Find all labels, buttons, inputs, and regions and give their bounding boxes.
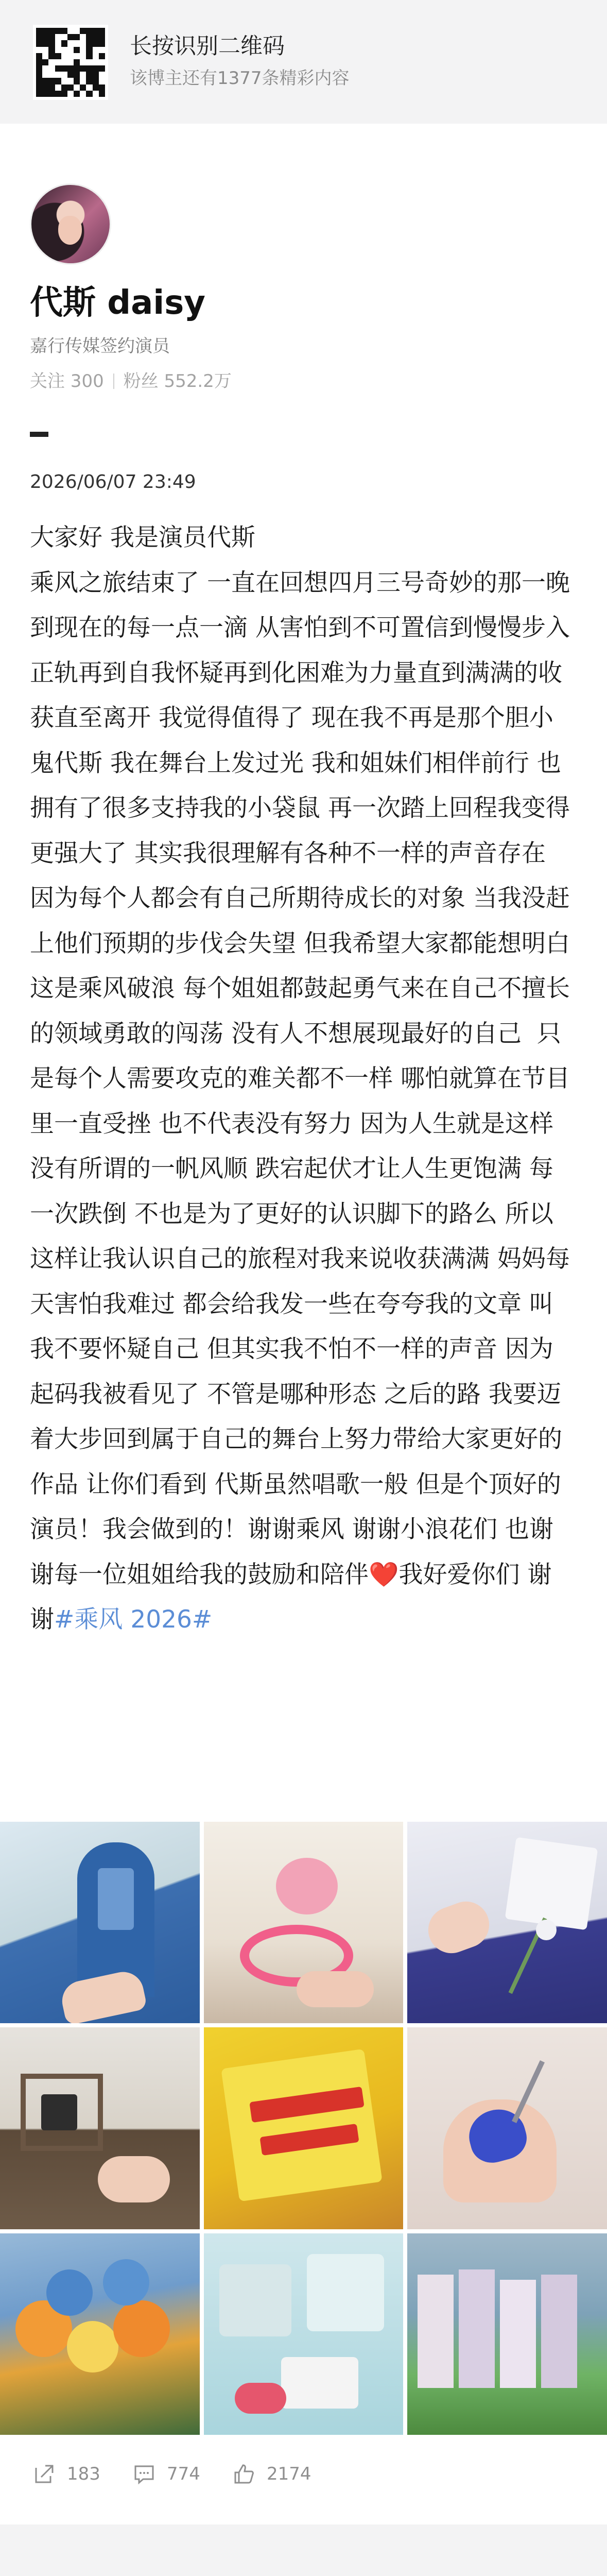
photo-8[interactable]	[204, 2233, 404, 2435]
qr-module	[93, 34, 99, 40]
qr-module	[99, 84, 105, 91]
comment-button[interactable]	[133, 2463, 200, 2485]
post-timestamp: 2026/06/07 23:49	[30, 471, 196, 493]
top-banner-title: 长按识别二维码	[130, 33, 285, 59]
qr-module	[74, 59, 80, 65]
qr-module	[55, 34, 61, 40]
qr-module	[74, 34, 80, 40]
qr-module	[36, 53, 42, 59]
qr-module	[74, 91, 80, 97]
qr-module	[80, 47, 86, 53]
qr-module	[74, 65, 80, 72]
qr-module	[67, 53, 74, 59]
share-icon	[33, 2463, 56, 2485]
qr-module	[80, 34, 86, 40]
section-divider	[30, 432, 48, 437]
qr-module	[67, 91, 74, 97]
share-count: 183	[67, 2464, 100, 2484]
qr-module	[36, 28, 42, 34]
qr-module	[55, 72, 61, 78]
qr-module	[74, 72, 80, 78]
qr-module	[42, 91, 48, 97]
qr-module	[74, 84, 80, 91]
qr-module	[42, 78, 48, 84]
stats-divider	[113, 374, 114, 389]
qr-module	[67, 65, 74, 72]
qr-module	[36, 65, 42, 72]
qr-module	[80, 53, 86, 59]
photo-grid	[0, 1822, 607, 2435]
qr-module	[67, 59, 74, 65]
qr-module	[55, 65, 61, 72]
qr-module	[93, 65, 99, 72]
qr-module	[61, 53, 67, 59]
user-description: 嘉行传媒签约演员	[30, 336, 170, 357]
qr-module	[80, 40, 86, 46]
qr-module	[61, 91, 67, 97]
post-text-main: 大家好 我是演员代斯 乘风之旅结束了 一直在回想四月三号奇妙的那一晚到现在的每一点一滴 从害怕到不可置信到慢慢步入正轨再到自我怀疑再到化困难为力量直到满满的收获直至离开 我觉得值得了 现在我不再是那个胆小鬼代斯 我在舞台上发过光 我和姐妹们相伴前行 也拥有了很多支持我的小袋鼠 再一次踏上回程我变得更强大了 其实我很理解有各种不一样的声音存在 因为每个人都会有自己所期待成长的对象 当我没赶上他们预期的步伐会失望 但我希望大家都能想明白 这是乘风破浪 每个姐姐都鼓起勇气来在自己不擅长的领域勇敢的闯荡 没有人不想展现最好的自己 只是每个人需要攻克的难关都不一样 哪怕就算在节目里一直受挫 也不代表没有努力 因为人生就是这样 没有所谓的一帆风顺 跌宕起伏才让人生更饱满 每一次跌倒 不也是为了更好的认识脚下的路么 所以这样让我认识自己的旅程对我来说收获满满 妈妈每天害怕我难过 都会给我发一些在夸夸我的文章 叫我不要怀疑自己 但其实我不怕不一样的声音 因为起码我被看见了 不管是哪种形态 之后的路 我要迈着大步回到属于自己的舞台上努力带给大家更好的作品 让你们看到 代斯虽然唱歌一般 但是个顶好的演员！我会做到的！谢谢乘风 谢谢小浪花们 也谢谢每一位姐姐给我的鼓励和陪伴	[30, 523, 570, 1589]
comment-icon	[133, 2463, 155, 2485]
qr-module	[86, 84, 92, 91]
hashtag-link[interactable]: #乘风 2026#	[54, 1605, 213, 1634]
qr-module	[48, 72, 55, 78]
photo-9[interactable]	[407, 2233, 607, 2435]
qr-module	[93, 28, 99, 34]
qr-module	[86, 53, 92, 59]
qr-module	[48, 84, 55, 91]
qr-module	[86, 65, 92, 72]
qr-module	[99, 78, 105, 84]
qr-module	[86, 78, 92, 84]
qr-module	[42, 47, 48, 53]
photo-3[interactable]	[407, 1822, 607, 2023]
qr-module	[61, 65, 67, 72]
qr-module	[36, 84, 42, 91]
qr-module	[55, 28, 61, 34]
qr-module	[67, 28, 74, 34]
qr-module	[80, 65, 86, 72]
top-banner-text	[130, 31, 350, 92]
qr-module	[93, 91, 99, 97]
qr-module	[86, 28, 92, 34]
qr-module	[99, 47, 105, 53]
qr-module	[48, 78, 55, 84]
followers-count[interactable]: 粉丝 552.2万	[123, 371, 232, 392]
user-name[interactable]: 代斯 daisy	[30, 284, 206, 322]
qr-module	[42, 84, 48, 91]
qr-module	[42, 34, 48, 40]
comment-count: 774	[167, 2464, 200, 2484]
thumbs-up-icon	[233, 2463, 255, 2485]
qr-module	[86, 59, 92, 65]
qr-module	[93, 84, 99, 91]
top-qr-banner	[0, 0, 607, 124]
qr-module	[48, 91, 55, 97]
qr-module	[67, 34, 74, 40]
qr-module	[93, 78, 99, 84]
qr-module	[67, 78, 74, 84]
qr-module	[99, 53, 105, 59]
qr-module	[99, 34, 105, 40]
qr-module	[42, 72, 48, 78]
qr-module	[36, 72, 42, 78]
qr-module	[42, 28, 48, 34]
photo-5[interactable]	[204, 2027, 404, 2229]
qr-module	[74, 78, 80, 84]
qr-module	[74, 28, 80, 34]
qr-module	[61, 40, 67, 46]
qr-module	[80, 91, 86, 97]
qr-module	[67, 47, 74, 53]
qr-module	[74, 47, 80, 53]
photo-1[interactable]	[0, 1822, 200, 2023]
bottom-qr-banner	[0, 2524, 607, 2576]
qr-module	[67, 84, 74, 91]
qr-module	[36, 40, 42, 46]
qr-module	[42, 65, 48, 72]
like-button[interactable]	[233, 2463, 311, 2485]
qr-module	[55, 59, 61, 65]
photo-7[interactable]	[0, 2233, 200, 2435]
following-count[interactable]: 关注 300	[30, 371, 104, 392]
qr-module	[99, 59, 105, 65]
qr-module	[55, 53, 61, 59]
qr-module	[48, 34, 55, 40]
qr-module	[80, 78, 86, 84]
qr-module	[93, 40, 99, 46]
share-button[interactable]	[33, 2463, 100, 2485]
avatar[interactable]	[30, 183, 111, 265]
post-actions	[0, 2458, 607, 2494]
qr-module	[93, 72, 99, 78]
qr-module	[86, 34, 92, 40]
user-stats	[30, 369, 232, 394]
photo-2[interactable]	[204, 1822, 404, 2023]
qr-module	[36, 91, 42, 97]
qr-module	[99, 28, 105, 34]
qr-module	[61, 47, 67, 53]
qr-module	[74, 53, 80, 59]
qr-module	[86, 47, 92, 53]
qr-module	[55, 40, 61, 46]
qr-module	[36, 78, 42, 84]
qr-module	[61, 34, 67, 40]
qr-module	[48, 65, 55, 72]
qr-module	[61, 84, 67, 91]
qr-module	[86, 72, 92, 78]
qr-module	[42, 40, 48, 46]
heart-icon: ❤️	[369, 1560, 399, 1589]
qr-module	[48, 53, 55, 59]
qr-module	[48, 59, 55, 65]
qr-module	[61, 59, 67, 65]
qr-code-icon[interactable]	[33, 25, 108, 100]
qr-module	[42, 53, 48, 59]
top-banner-subtitle: 该博主还有1377条精彩内容	[130, 68, 350, 89]
qr-module	[99, 91, 105, 97]
qr-module	[36, 47, 42, 53]
qr-module	[55, 91, 61, 97]
qr-module	[48, 40, 55, 46]
qr-module	[74, 40, 80, 46]
qr-module	[93, 47, 99, 53]
qr-module	[61, 72, 67, 78]
qr-module	[99, 40, 105, 46]
qr-module	[93, 59, 99, 65]
qr-module	[80, 84, 86, 91]
photo-4[interactable]	[0, 2027, 200, 2229]
like-count: 2174	[267, 2464, 311, 2484]
qr-module	[93, 53, 99, 59]
qr-module	[86, 40, 92, 46]
qr-module	[86, 91, 92, 97]
qr-module	[99, 72, 105, 78]
post-text	[30, 515, 576, 1642]
qr-module	[55, 47, 61, 53]
qr-module	[67, 72, 74, 78]
qr-module	[42, 59, 48, 65]
qr-module	[61, 78, 67, 84]
photo-6[interactable]	[407, 2027, 607, 2229]
qr-module	[61, 28, 67, 34]
qr-module	[36, 59, 42, 65]
qr-module	[48, 28, 55, 34]
qr-module	[55, 84, 61, 91]
qr-module	[80, 72, 86, 78]
qr-module	[67, 40, 74, 46]
post-text-outro: 我好爱你们 谢谢	[30, 1560, 552, 1634]
qr-module	[55, 78, 61, 84]
qr-module	[36, 34, 42, 40]
qr-module	[99, 65, 105, 72]
qr-module	[48, 47, 55, 53]
qr-module	[80, 28, 86, 34]
qr-module	[80, 59, 86, 65]
